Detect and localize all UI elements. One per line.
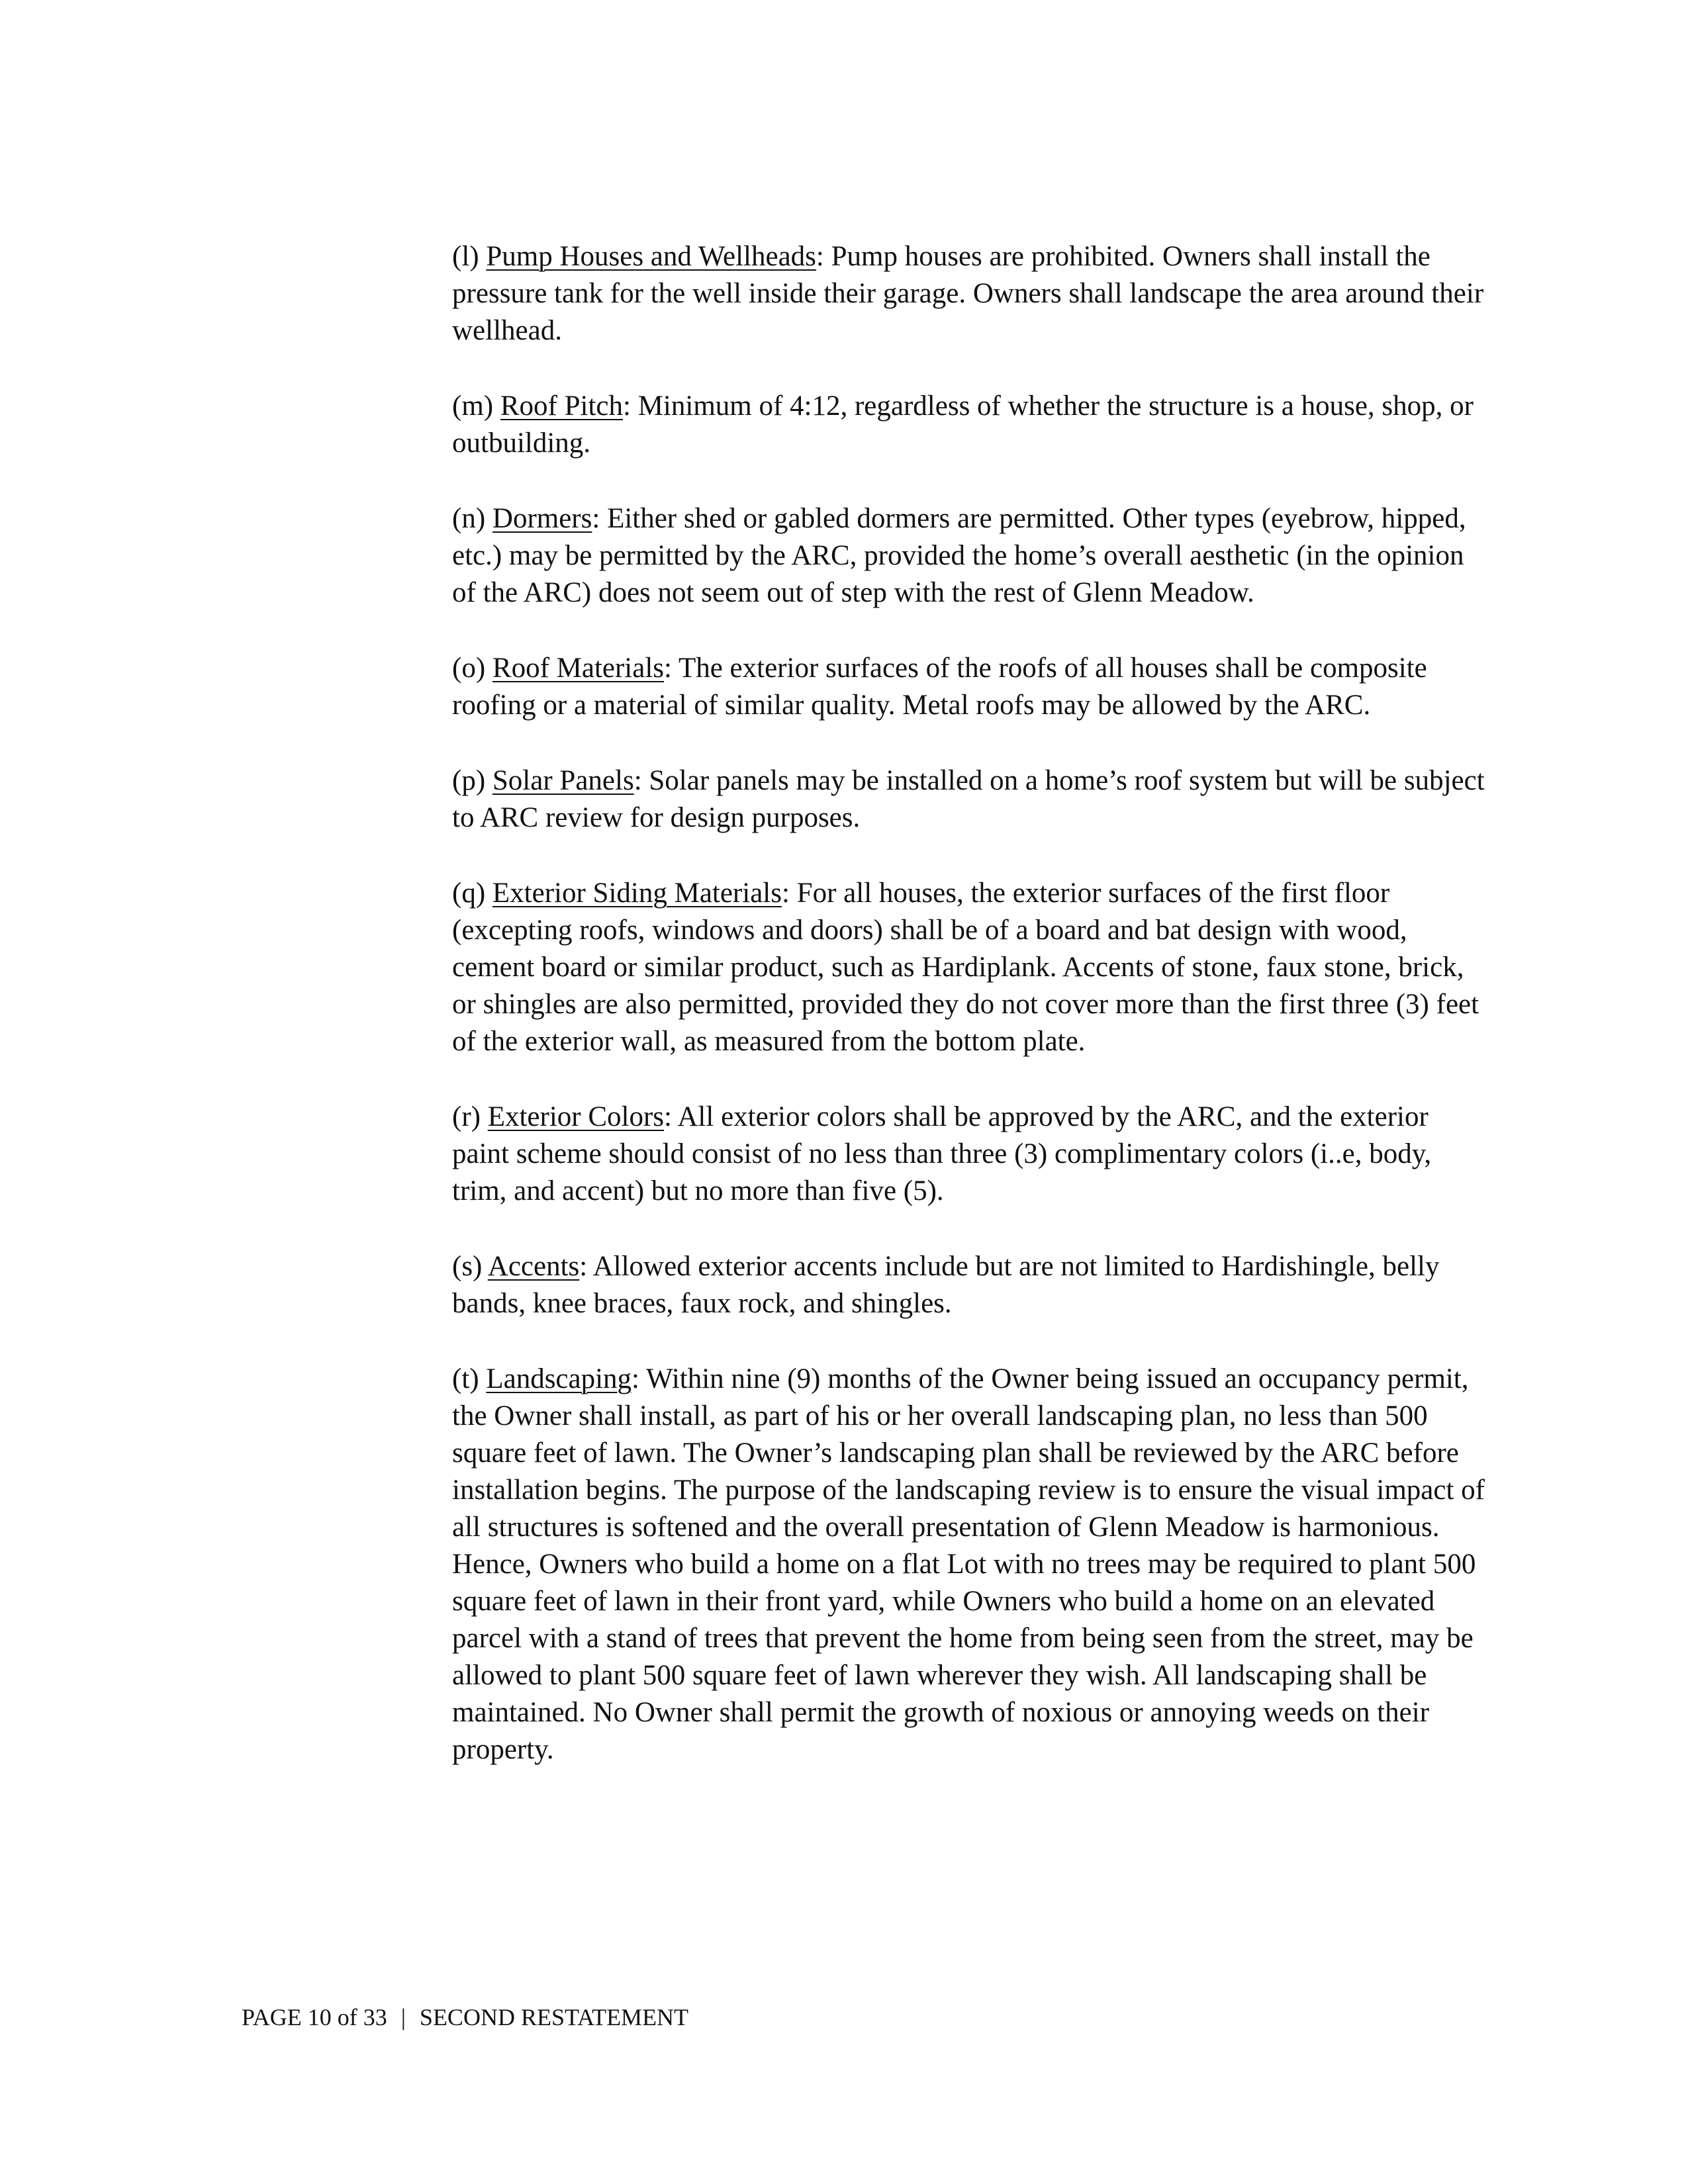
section-letter: (m) [452, 390, 494, 422]
section-o: (o) Roof Materials: The exterior surfaces of the roofs of all houses shall be composite roofing or a material of similar quality. Metal roofs may be allowed by the ARC. [452, 653, 1427, 721]
section-letter: (l) [452, 241, 479, 272]
section-m: (m) Roof Pitch: Minimum of 4:12, regardless of whether the structure is a house, shop, or outbuilding. [452, 390, 1474, 459]
section-heading: Exterior Siding Materials [492, 878, 782, 909]
section-heading: Pump Houses and Wellheads [486, 241, 816, 272]
section-l: (l) Pump Houses and Wellheads: Pump houses are prohibited. Owners shall install the pressure tank for the well inside their garage. Owners shall landscape the area around their wellhead. [452, 241, 1484, 346]
page-footer [242, 2003, 688, 2032]
footer-separator: | [400, 2004, 406, 2030]
section-heading: Accents [487, 1251, 580, 1282]
section-r: (r) Exterior Colors: All exterior colors shall be approved by the ARC, and the exterior paint scheme should consist of no less than three (3) complimentary colors (i..e, body, trim, and accent) but no more than five (5). [452, 1101, 1432, 1206]
section-letter: (s) [452, 1251, 483, 1282]
section-letter: (p) [452, 765, 486, 796]
section-text: All exterior colors shall be approved by the ARC, and the exterior paint scheme should consist of no less than three (3) complimentary colors (i..e, body, trim, and accent) but no more than five (5). [452, 1101, 1432, 1206]
section-letter: (r) [452, 1101, 481, 1132]
section-heading: Dormers [492, 503, 592, 534]
section-q: (q) Exterior Siding Materials: For all houses, the exterior surfaces of the first floor (excepting roofs, windows and doors) shall be of a board and bat design with wood, cement board or similar product, such as Hardiplank. Accents of stone, faux stone, brick, or shingles are also permitted, provided they do not cover more than the first three (3) feet of the exterior wall, as measured from the bottom plate. [452, 878, 1479, 1057]
section-letter: (t) [452, 1363, 479, 1394]
section-heading: Solar Panels [492, 765, 634, 796]
section-text: Solar panels may be installed on a home’s roof system but will be subject to ARC review for design purposes. [452, 765, 1485, 833]
section-text: Minimum of 4:12, regardless of whether the structure is a house, shop, or outbuilding. [452, 390, 1474, 459]
section-text: Pump houses are prohibited. Owners shall install the pressure tank for the well inside their garage. Owners shall landscape the area around their wellhead. [452, 241, 1484, 346]
section-heading: Roof Pitch [500, 390, 623, 422]
page-number: PAGE 10 of 33 [242, 2004, 387, 2030]
section-text: The exterior surfaces of the roofs of all houses shall be composite roofing or a material of similar quality. Metal roofs may be allowed by the ARC. [452, 653, 1427, 721]
document-title: SECOND RESTATEMENT [419, 2004, 689, 2030]
section-letter: (n) [452, 503, 486, 534]
section-heading: Landscaping [486, 1363, 632, 1394]
section-p: (p) Solar Panels: Solar panels may be installed on a home’s roof system but will be subject to ARC review for design purposes. [452, 765, 1485, 833]
section-t: (t) Landscaping: Within nine (9) months of the Owner being issued an occupancy permit, the Owner shall install, as part of his or her overall landscaping plan, no less than 500 square feet of lawn. The Owner’s landscaping plan shall be reviewed by the ARC before installation begins. The purpose of the landscaping review is to ensure the visual impact of all structures is softened and the overall presentation of Glenn Meadow is harmonious. Hence, Owners who build a home on a flat Lot with no trees may be required to plant 500 square feet of lawn in their front yard, while Owners who build a home on an elevated parcel with a stand of trees that prevent the home from being seen from the street, may be allowed to plant 500 square feet of lawn wherever they wish. All landscaping shall be maintained. No Owner shall permit the growth of noxious or annoying weeds on their property. [452, 1363, 1485, 1765]
section-text: For all houses, the exterior surfaces of the first floor (excepting roofs, windows and doors) shall be of a board and bat design with wood, cement board or similar product, such as Hardiplank. Accents of stone, faux stone, brick, or shingles are also permitted, provided they do not cover more than the first three (3) feet of the exterior wall, as measured from the bottom plate. [452, 878, 1479, 1057]
section-text: Either shed or gabled dormers are permitted. Other types (eyebrow, hipped, etc.) may be permitted by the ARC, provided the home’s overall aesthetic (in the opinion of the ARC) does not seem out of step with the rest of Glenn Meadow. [452, 503, 1466, 608]
document-body [452, 238, 1485, 1807]
section-heading: Exterior Colors [487, 1101, 665, 1132]
section-s: (s) Accents: Allowed exterior accents include but are not limited to Hardishingle, belly bands, knee braces, faux rock, and shingles. [452, 1251, 1440, 1319]
section-heading: Roof Materials [492, 653, 665, 684]
section-letter: (q) [452, 878, 486, 909]
section-n: (n) Dormers: Either shed or gabled dormers are permitted. Other types (eyebrow, hipped, etc.) may be permitted by the ARC, provided the home’s overall aesthetic (in the opinion of the ARC) does not seem out of step with the rest of Glenn Meadow. [452, 503, 1466, 608]
section-letter: (o) [452, 653, 486, 684]
section-text: Within nine (9) months of the Owner being issued an occupancy permit, the Owner shall install, as part of his or her overall landscaping plan, no less than 500 square feet of lawn. The Owner’s landscaping plan shall be reviewed by the ARC before installation begins. The purpose of the landscaping review is to ensure the visual impact of all structures is softened and the overall presentation of Glenn Meadow is harmonious. Hence, Owners who build a home on a flat Lot with no trees may be required to plant 500 square feet of lawn in their front yard, while Owners who build a home on an elevated parcel with a stand of trees that prevent the home from being seen from the street, may be allowed to plant 500 square feet of lawn wherever they wish. All landscaping shall be maintained. No Owner shall permit the growth of noxious or annoying weeds on their property. [452, 1363, 1485, 1765]
section-text: Allowed exterior accents include but are not limited to Hardishingle, belly bands, knee braces, faux rock, and shingles. [452, 1251, 1440, 1319]
